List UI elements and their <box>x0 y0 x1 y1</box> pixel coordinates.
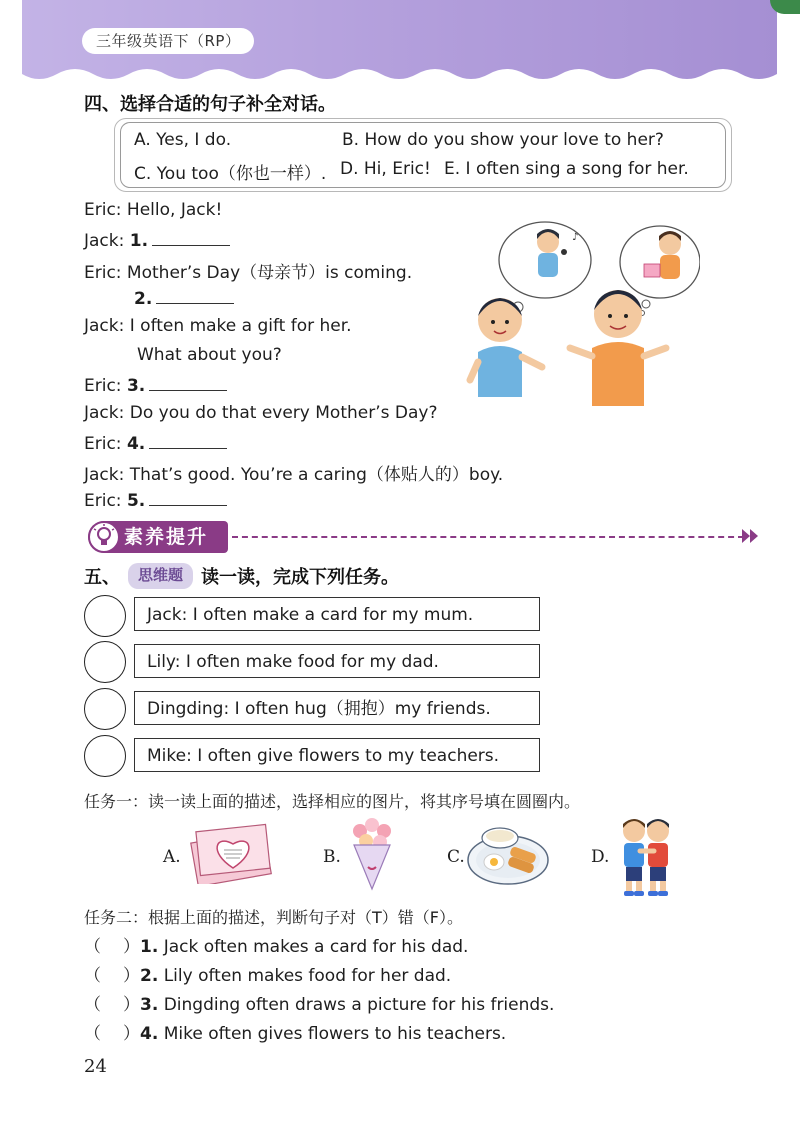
dialogue-line-2: Jack: 1. <box>84 229 230 251</box>
two-kids-hugging-icon <box>610 815 682 899</box>
option-a: A. Yes, I do. <box>134 130 232 150</box>
answer-blank-5[interactable] <box>149 489 227 506</box>
svg-text:♪: ♪ <box>572 232 579 243</box>
option-d: D. Hi, Eric! <box>340 159 431 179</box>
section4-title: 四、选择合适的句子补全对话。 <box>84 94 336 115</box>
dialogue-line-5: Jack: I often make a gift for her. <box>84 316 352 336</box>
page-number: 24 <box>84 1056 107 1077</box>
header-title: 三年级英语下（RP） <box>82 28 254 54</box>
flower-bouquet-icon <box>342 815 402 893</box>
picture-label-b: B. <box>323 847 341 867</box>
breakfast-plate-icon <box>466 820 550 888</box>
dialogue-line-4: 2. <box>134 287 234 309</box>
task2-instruction: 任务二：根据上面的描述，判断句子对（T）错（F）。 <box>84 908 463 927</box>
answer-blank-4[interactable] <box>149 432 227 449</box>
dialogue-line-7: Eric: 3. <box>84 374 227 396</box>
dialogue-line-3: Eric: Mother’s Day（母亲节）is coming. <box>84 263 413 283</box>
banner-label: 素养提升 <box>124 526 209 548</box>
tf-item-4: （ ）4. Mike often gives flowers to his teachers. <box>84 1024 507 1044</box>
option-e: E. I often sing a song for her. <box>444 159 689 179</box>
statement-box-4: Mike: I often give flowers to my teachers. <box>134 738 540 772</box>
option-c: C. You too（你也一样）. <box>134 164 327 184</box>
tf-item-1: （ ）1. Jack often makes a card for his dad. <box>84 937 469 957</box>
banner-dashed-line <box>232 536 744 538</box>
statement-box-1: Jack: I often make a card for my mum. <box>134 597 540 631</box>
dialogue-line-10: Jack: That’s good. You’re a caring（体贴人的）boy. <box>84 465 504 485</box>
answer-circle-1[interactable] <box>84 595 126 637</box>
tf-item-2: （ ）2. Lily often makes food for her dad. <box>84 966 452 986</box>
double-arrow-icon <box>742 528 760 544</box>
heart-card-icon <box>188 822 278 884</box>
statement-box-2: Lily: I often make food for my dad. <box>134 644 540 678</box>
answer-circle-2[interactable] <box>84 641 126 683</box>
answer-blank-2[interactable] <box>156 287 234 304</box>
task1-instruction: 任务一：读一读上面的描述，选择相应的图片，将其序号填在圆圈内。 <box>84 792 581 811</box>
dialogue-line-1: Eric: Hello, Jack! <box>84 200 223 220</box>
answer-blank-1[interactable] <box>152 229 230 246</box>
tf-item-3: （ ）3. Dingding often draws a picture for his friends. <box>84 995 555 1015</box>
picture-label-c: C. <box>447 847 465 867</box>
answer-blank-3[interactable] <box>149 374 227 391</box>
dialogue-line-8: Jack: Do you do that every Mother’s Day? <box>84 403 438 423</box>
dialogue-line-11: Eric: 5. <box>84 489 227 511</box>
picture-label-a: A. <box>163 847 181 867</box>
thinking-question-tag: 思维题 <box>128 563 193 589</box>
answer-circle-4[interactable] <box>84 735 126 777</box>
option-b: B. How do you show your love to her? <box>342 130 664 150</box>
dialogue-line-9: Eric: 4. <box>84 432 227 454</box>
picture-label-d: D. <box>591 847 610 867</box>
statement-box-3: Dingding: I often hug（拥抱）my friends. <box>134 691 540 725</box>
lightbulb-icon <box>88 521 120 553</box>
section5-title: 五、 思维题 读一读，完成下列任务。 <box>84 563 399 589</box>
dialogue-illustration <box>460 212 700 412</box>
answer-circle-3[interactable] <box>84 688 126 730</box>
dialogue-line-6: What about you? <box>137 345 282 365</box>
